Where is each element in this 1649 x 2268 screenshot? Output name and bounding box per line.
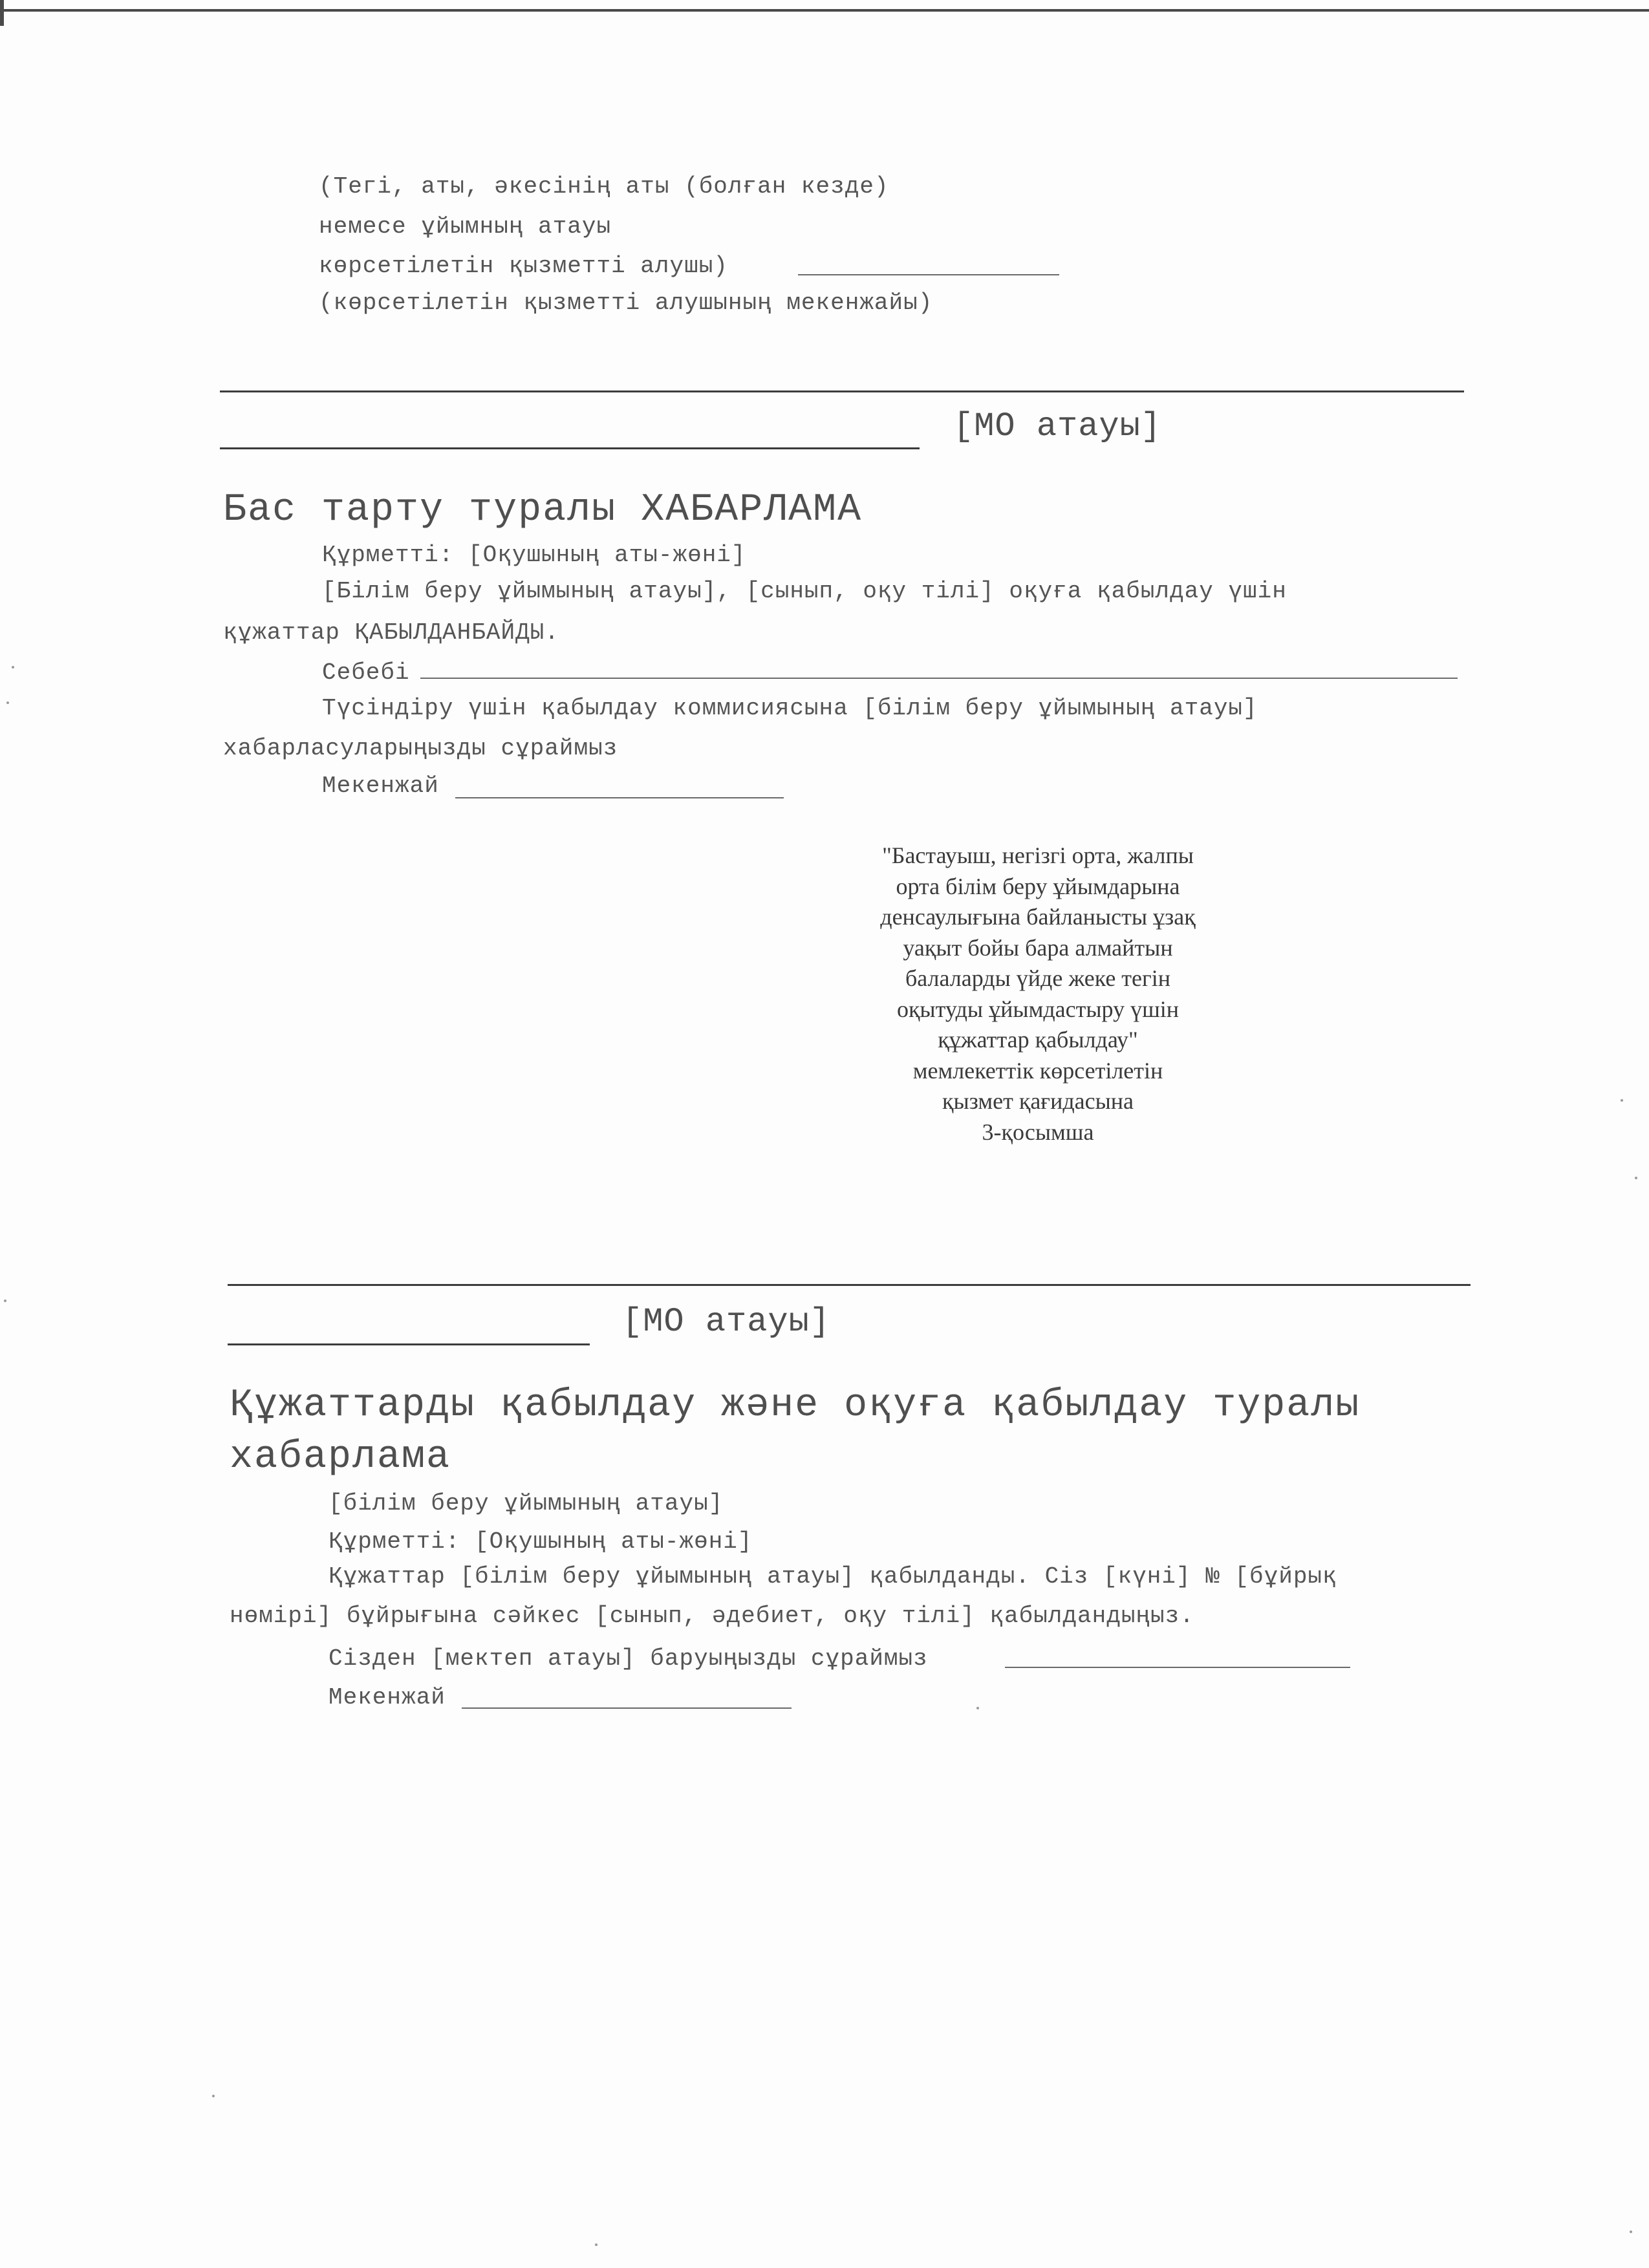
annex-note-line: құжаттар қабылдау"	[938, 1027, 1138, 1053]
annex-note-line: оқытуды ұйымдастыру үшін	[896, 996, 1180, 1022]
refusal-explain-line-2: хабарласуларыңызды сұраймыз	[223, 735, 618, 762]
annex-note-line: денсаулығына байланысты ұзақ	[880, 904, 1196, 930]
acceptance-request-blank	[1005, 1667, 1350, 1668]
acceptance-address-label: Мекенжай	[329, 1684, 446, 1711]
refusal-header-rule	[220, 390, 1464, 392]
refusal-greeting: Құрметті: [Оқушының аты-жөні]	[322, 542, 746, 568]
acceptance-title-line-2: хабарлама	[230, 1435, 451, 1479]
scan-speck	[976, 1707, 979, 1709]
scan-speck	[1635, 1177, 1637, 1179]
scan-speck	[595, 2243, 598, 2246]
annex-note-line: 3-қосымша	[982, 1118, 1094, 1145]
recipient-line-2: немесе ұйымның атауы	[319, 213, 612, 240]
acceptance-org-name: [білім беру ұйымының атауы]	[329, 1490, 724, 1517]
annex-note-line: уақыт бойы бара алмайтын	[903, 934, 1173, 961]
refusal-reason-label: Себебі	[322, 659, 410, 686]
acceptance-header-rule	[228, 1284, 1471, 1286]
refusal-explain-line-1: Түсіндіру үшін қабылдау коммисиясына [білім беру ұйымының атауы]	[322, 695, 1258, 722]
acceptance-request: Сізден [мектеп атауы] баруыңызды сұраймыз	[329, 1645, 928, 1672]
refusal-mo-rule	[220, 447, 920, 449]
annex-note-line: "Бастауыш, негізгі орта, жалпы	[882, 842, 1194, 868]
acceptance-address-blank	[462, 1707, 792, 1709]
scan-border-top	[0, 9, 1649, 12]
scan-speck	[1621, 1099, 1623, 1102]
recipient-blank-line	[798, 274, 1059, 275]
annex-note-line: орта білім беру ұйымдарына	[896, 873, 1180, 899]
scan-border-left	[0, 0, 4, 26]
refusal-reason-blank	[420, 678, 1458, 679]
annex-note	[782, 840, 1293, 1148]
refusal-address-label: Мекенжай	[322, 773, 439, 799]
refusal-body-line-1: [Білім беру ұйымының атауы], [сынып, оқу тілі] оқуға қабылдау үшін	[322, 578, 1287, 604]
refusal-title: Бас тарту туралы ХАБАРЛАМА	[223, 488, 863, 532]
acceptance-mo-rule	[228, 1343, 590, 1345]
acceptance-mo-label: [МО атауы]	[622, 1303, 831, 1341]
refusal-body-line-2: құжаттар ҚАБЫЛДАНБАЙДЫ.	[223, 619, 559, 646]
recipient-line-4: (көрсетілетін қызметті алушының мекенжайы)	[319, 290, 933, 316]
scan-speck	[4, 1300, 6, 1302]
scan-speck	[1630, 2231, 1632, 2233]
refusal-address-blank	[455, 797, 784, 798]
refusal-mo-label: [МО атауы]	[953, 407, 1162, 445]
annex-note-line: мемлекеттік көрсетілетін	[912, 1057, 1163, 1084]
acceptance-title-line-1: Құжаттарды қабылдау және оқуға қабылдау туралы	[230, 1384, 1361, 1428]
acceptance-greeting: Құрметті: [Оқушының аты-жөні]	[329, 1528, 753, 1555]
scan-speck	[212, 2095, 215, 2097]
recipient-line-3: көрсетілетін қызметті алушы)	[319, 253, 728, 279]
annex-note-line: қызмет қағидасына	[942, 1088, 1134, 1114]
annex-note-line: балаларды үйде жеке тегін	[905, 965, 1171, 991]
acceptance-body-line-1: Құжаттар [білім беру ұйымының атауы] қабылданды. Сіз [күні] № [бұйрық	[329, 1563, 1337, 1590]
scan-speck	[6, 701, 9, 704]
scan-speck	[12, 666, 14, 669]
acceptance-body-line-2: нөмірі] бұйрығына сәйкес [сынып, әдебиет, оқу тілі] қабылдандыңыз.	[230, 1603, 1194, 1629]
recipient-line-1: (Тегі, аты, әкесінің аты (болған кезде)	[319, 173, 889, 200]
